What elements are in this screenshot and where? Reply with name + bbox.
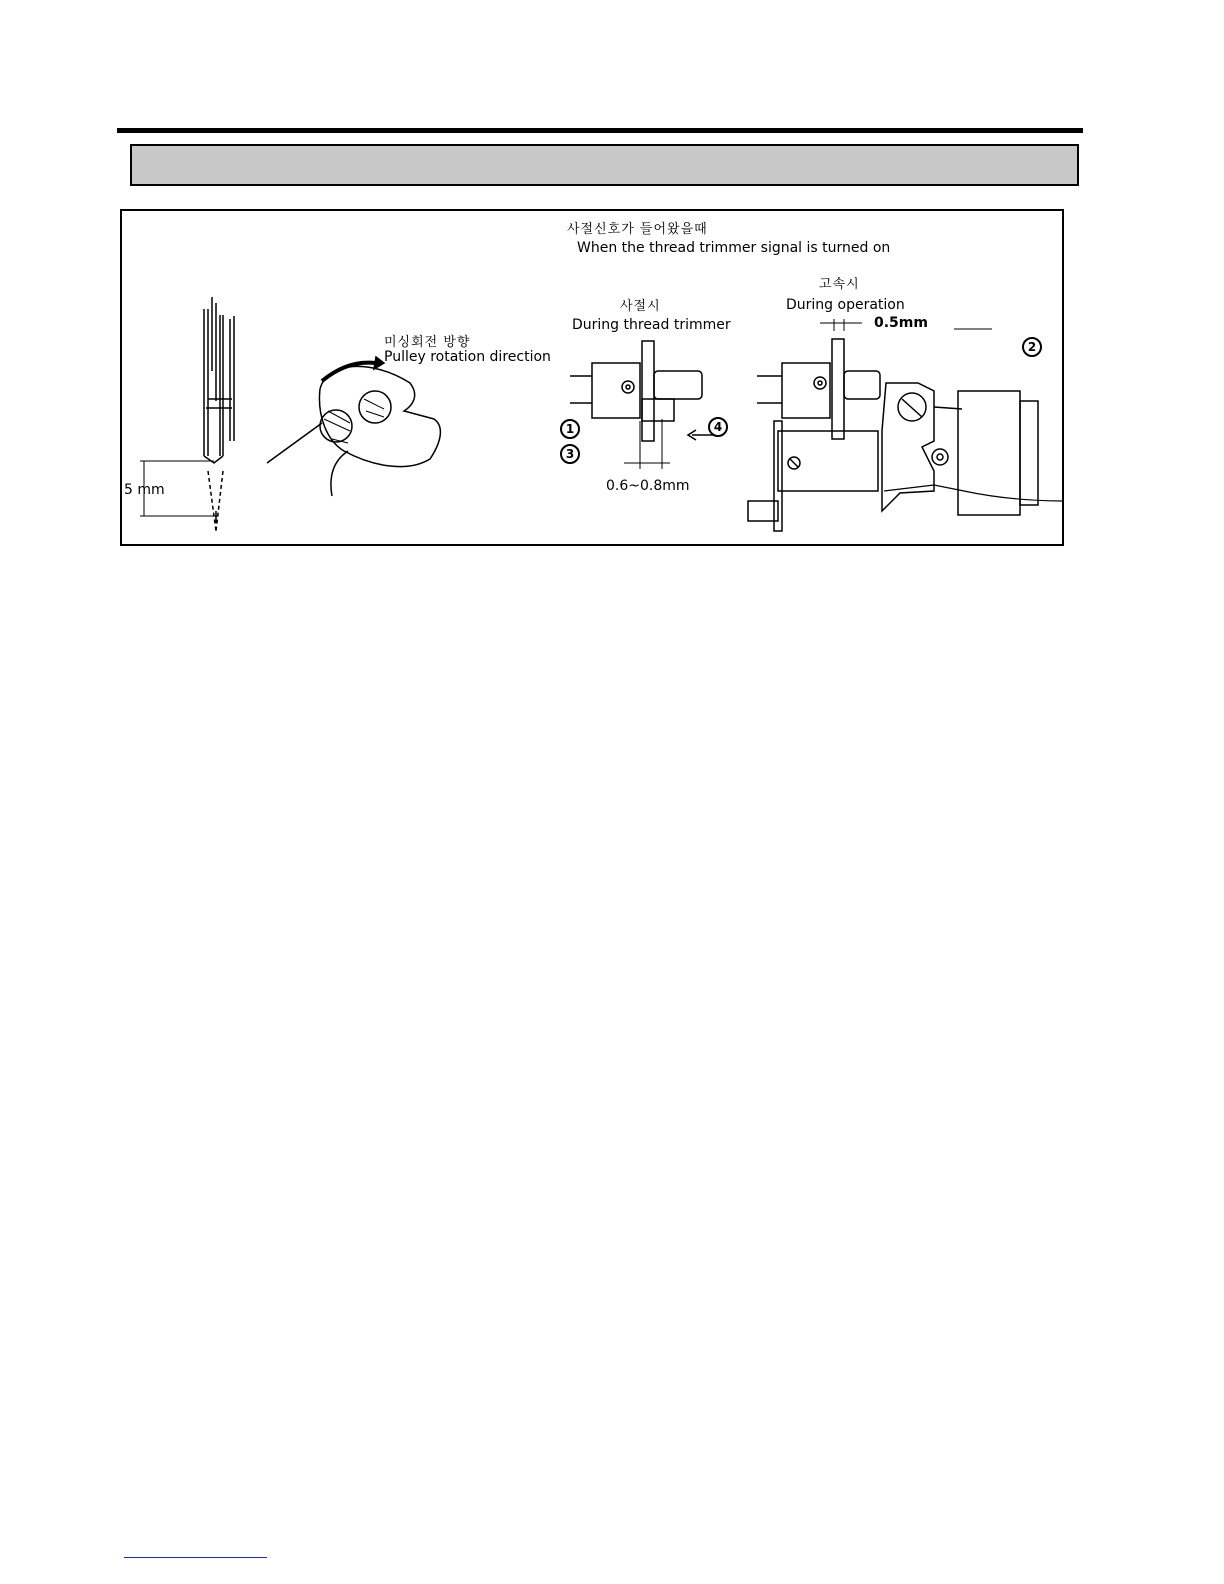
callout-3: 3: [560, 444, 580, 464]
signal-label-korean: 사절신호가 들어왔을때: [567, 222, 708, 237]
trimming-label-english: During thread trimmer: [572, 317, 731, 333]
pulley-label-korean: 미싱회전 방향: [384, 335, 471, 350]
figure-drawing: [122, 211, 1064, 546]
pulley-drawing: [267, 357, 440, 496]
top-rule: [117, 128, 1083, 133]
trimming-gap-label: 0.6~0.8mm: [606, 478, 690, 494]
needle-dimension-label: 5 mm: [124, 482, 165, 498]
pulley-label-english: Pulley rotation direction: [384, 349, 551, 365]
trimming-drawing: [570, 341, 718, 469]
callout-1: 1: [560, 419, 580, 439]
trimming-label-korean: 사절시: [620, 299, 661, 314]
signal-label-english: When the thread trimmer signal is turned on: [577, 240, 891, 256]
figure-panel: [120, 209, 1064, 546]
callout-2: 2: [1022, 337, 1042, 357]
callout-4: 4: [708, 417, 728, 437]
operation-drawing: [748, 319, 1064, 531]
operation-gap-label: 0.5mm: [874, 315, 928, 331]
operation-label-korean: 고속시: [819, 277, 860, 292]
operation-label-english: During operation: [786, 297, 905, 313]
section-title-bar: [130, 144, 1079, 186]
footnote-rule: [124, 1557, 267, 1558]
